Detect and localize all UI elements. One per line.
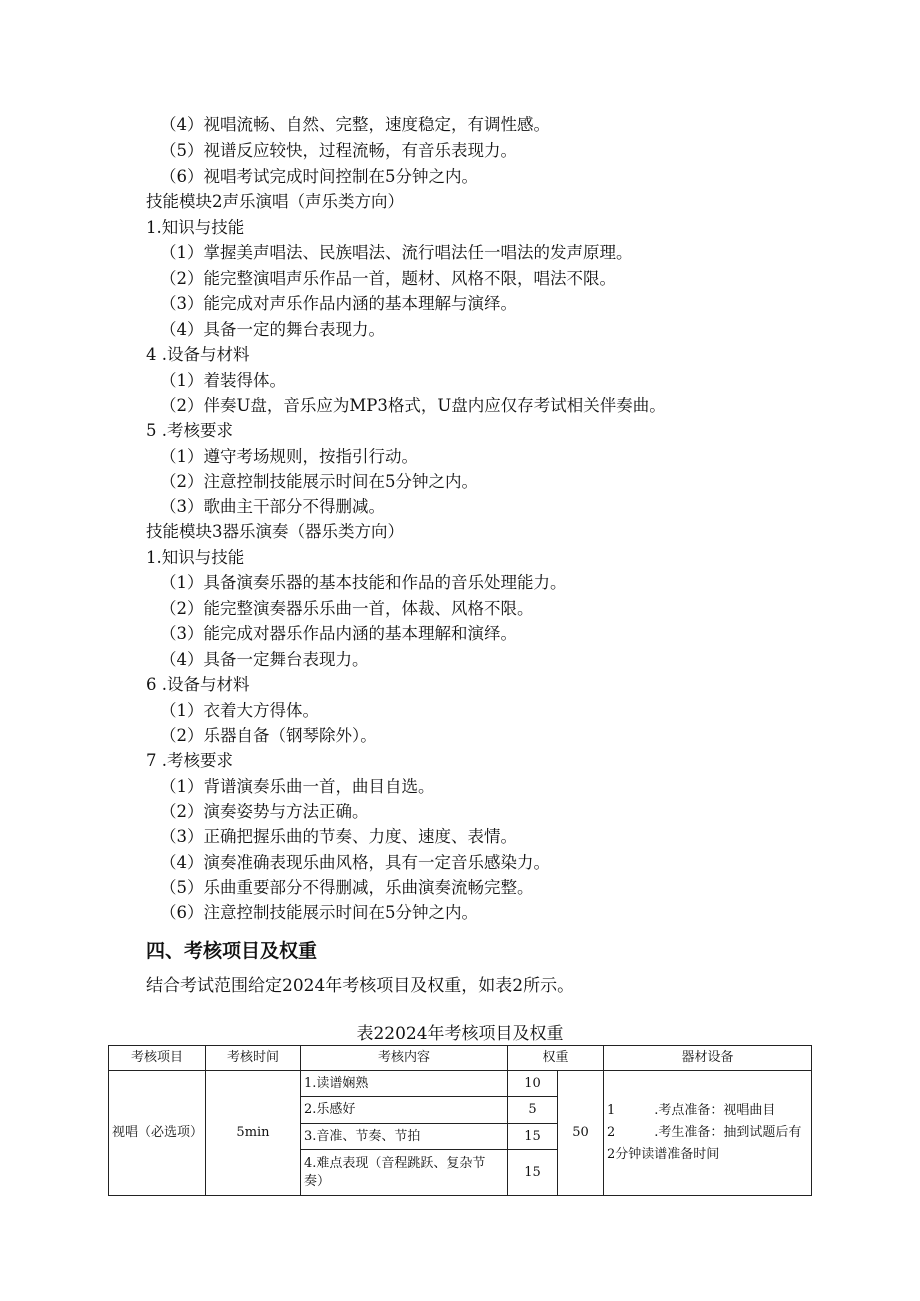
equipment-line: 2 .考生准备：抽到试题后有 xyxy=(607,1125,802,1140)
subsection-heading: 4 .设备与材料 xyxy=(146,345,250,364)
weight-cell: 15 xyxy=(508,1123,558,1149)
equipment-line: 1 .考点准备：视唱曲目 xyxy=(607,1103,776,1118)
text-line: （3）能完成对声乐作品内涵的基本理解与演绎。 xyxy=(160,294,517,313)
equipment-line: 2分钟读谱准备时间 xyxy=(607,1147,720,1162)
content-cell: 2.乐感好 xyxy=(301,1097,508,1123)
table-header-row xyxy=(109,1046,812,1071)
text-line: （4）视唱流畅、自然、完整，速度稳定，有调性感。 xyxy=(160,115,550,134)
text-line: （5）视谱反应较快，过程流畅，有音乐表现力。 xyxy=(160,141,517,160)
text-line: （3）歌曲主干部分不得删减。 xyxy=(160,497,385,516)
project-cell: 视唱（必选项） xyxy=(109,1071,206,1196)
equipment-cell xyxy=(604,1071,812,1196)
time-cell: 5min xyxy=(206,1071,301,1196)
header-weight: 权重 xyxy=(508,1046,604,1071)
header-equipment: 器材设备 xyxy=(604,1046,812,1071)
text-line: （1）掌握美声唱法、民族唱法、流行唱法任一唱法的发声原理。 xyxy=(160,243,633,262)
subsection-heading: 1.知识与技能 xyxy=(146,548,245,567)
text-line: （4）具备一定舞台表现力。 xyxy=(160,650,369,669)
weight-cell: 10 xyxy=(508,1071,558,1097)
module-heading: 技能模块3器乐演奏（器乐类方向） xyxy=(146,522,404,541)
text-line: （2）能完整演奏器乐乐曲一首，体裁、风格不限。 xyxy=(160,599,534,618)
text-line: （2）能完整演唱声乐作品一首，题材、风格不限，唱法不限。 xyxy=(160,269,616,288)
weight-cell: 5 xyxy=(508,1097,558,1123)
weight-cell: 15 xyxy=(508,1150,558,1196)
table-row xyxy=(109,1071,812,1097)
header-content: 考核内容 xyxy=(301,1046,508,1071)
text-line: （3）能完成对器乐作品内涵的基本理解和演绎。 xyxy=(160,624,517,643)
text-line: （4）演奏准确表现乐曲风格，具有一定音乐感染力。 xyxy=(160,853,550,872)
text-line: （1）遵守考场规则，按指引行动。 xyxy=(160,447,418,466)
subsection-heading: 1.知识与技能 xyxy=(146,218,245,237)
subsection-heading: 5 .考核要求 xyxy=(146,421,233,440)
intro-paragraph: 结合考试范围给定2024年考核项目及权重，如表2所示。 xyxy=(146,976,575,996)
text-line: （2）伴奏U盘，音乐应为MP3格式，U盘内应仅存考试相关伴奏曲。 xyxy=(160,396,666,415)
assessment-table xyxy=(108,1045,812,1196)
content-cell: 4.难点表现（音程跳跃、复杂节奏） xyxy=(301,1150,508,1196)
text-line: （6）注意控制技能展示时间在5分钟之内。 xyxy=(160,903,478,922)
text-line: （1）衣着大方得体。 xyxy=(160,701,319,720)
text-line: （2）乐器自备（钢琴除外）。 xyxy=(160,726,377,745)
header-project: 考核项目 xyxy=(109,1046,206,1071)
subsection-heading: 7 .考核要求 xyxy=(146,751,233,770)
text-line: （1）背谱演奏乐曲一首，曲目自选。 xyxy=(160,777,435,796)
subsection-heading: 6 .设备与材料 xyxy=(146,675,250,694)
text-line: （2）演奏姿势与方法正确。 xyxy=(160,802,369,821)
section-heading: 四、考核项目及权重 xyxy=(146,940,318,962)
text-line: （1）着装得体。 xyxy=(160,371,286,390)
content-cell: 1.读谱娴熟 xyxy=(301,1071,508,1097)
text-line: （4）具备一定的舞台表现力。 xyxy=(160,320,385,339)
content-cell: 3.音准、节奏、节拍 xyxy=(301,1123,508,1149)
text-line: （5）乐曲重要部分不得删减，乐曲演奏流畅完整。 xyxy=(160,878,534,897)
text-line: （2）注意控制技能展示时间在5分钟之内。 xyxy=(160,472,478,491)
header-time: 考核时间 xyxy=(206,1046,301,1071)
text-line: （1）具备演奏乐器的基本技能和作品的音乐处理能力。 xyxy=(160,573,567,592)
text-line: （3）正确把握乐曲的节奏、力度、速度、表情。 xyxy=(160,827,517,846)
text-line: （6）视唱考试完成时间控制在5分钟之内。 xyxy=(160,167,478,186)
table-caption: 表22024年考核项目及权重 xyxy=(356,1024,564,1044)
module-heading: 技能模块2声乐演唱（声乐类方向） xyxy=(146,192,404,211)
total-weight-cell: 50 xyxy=(558,1071,604,1196)
